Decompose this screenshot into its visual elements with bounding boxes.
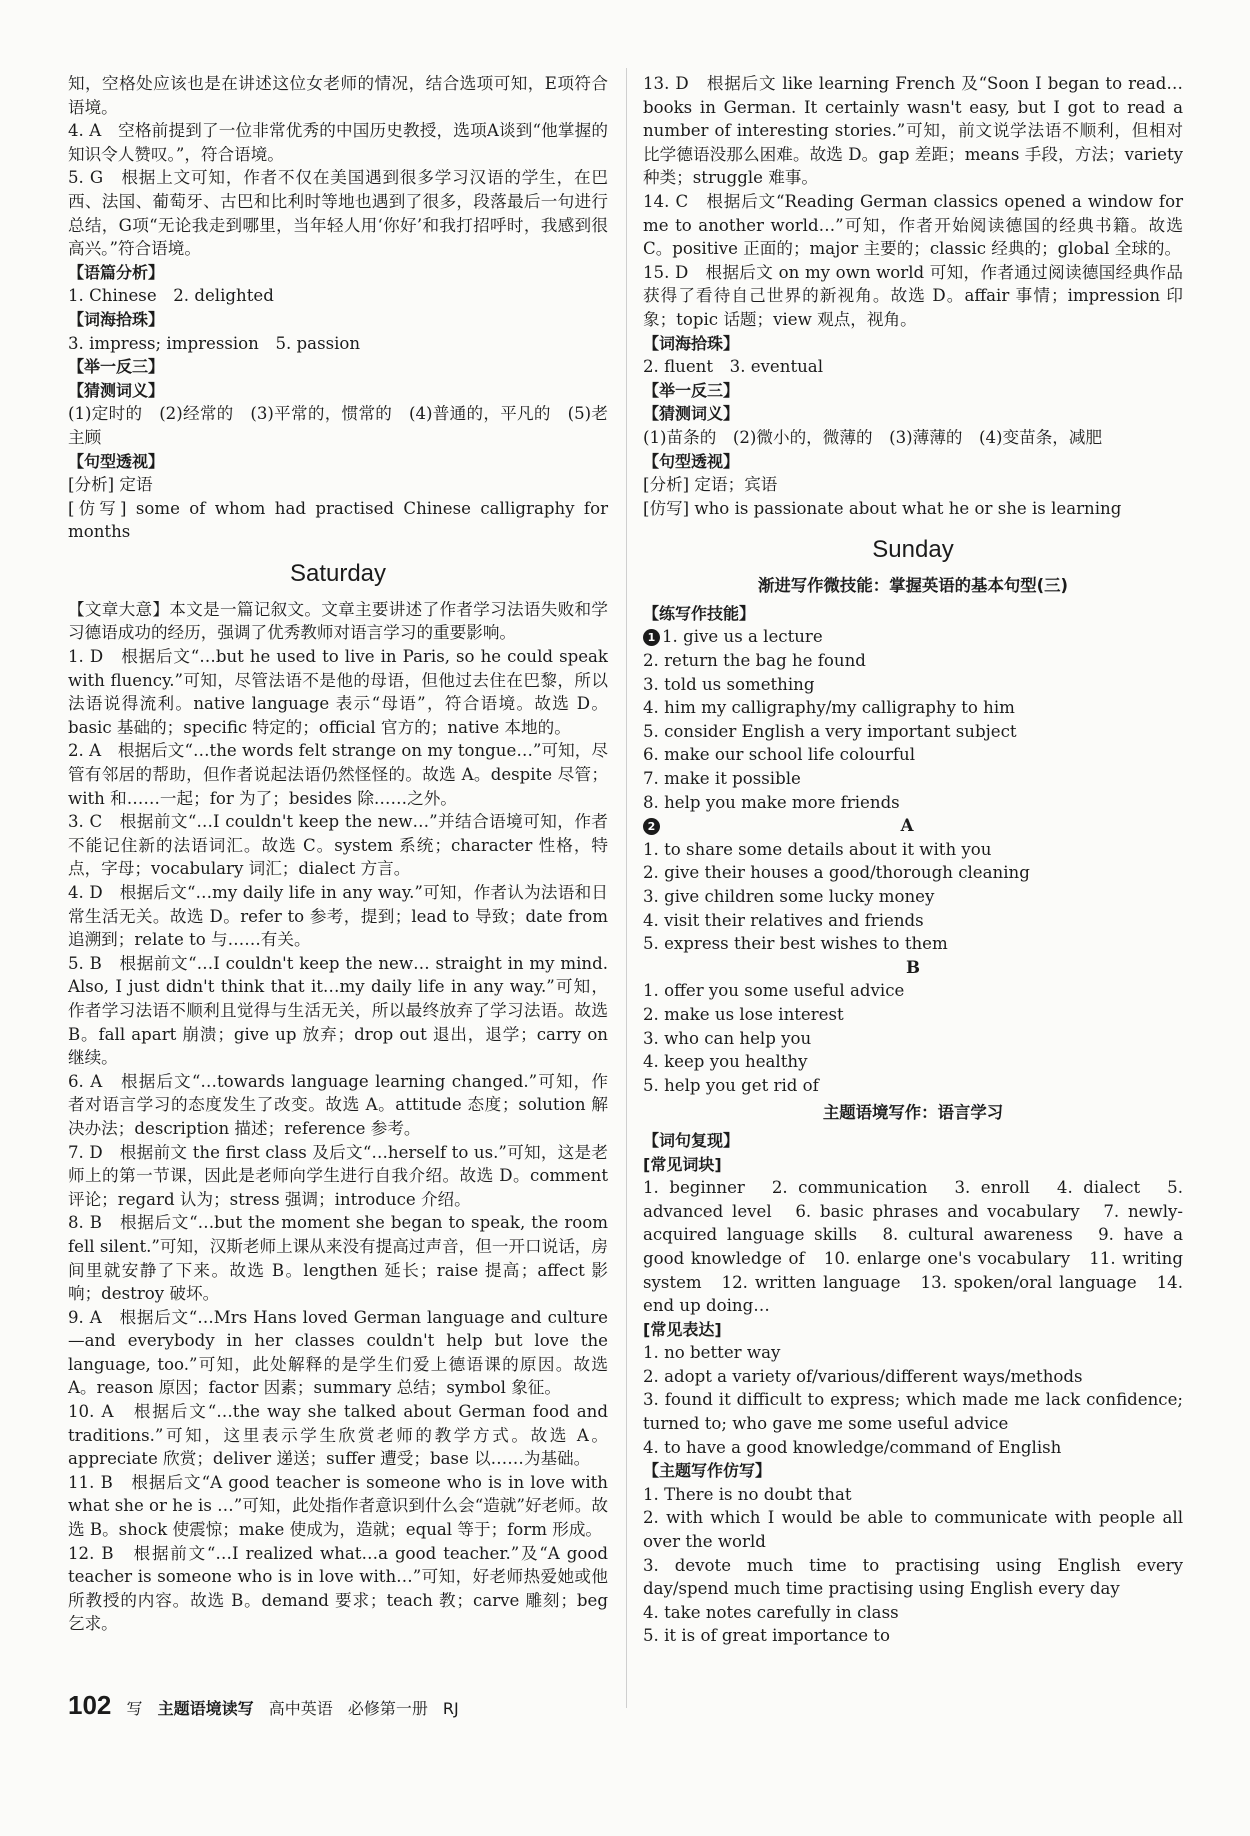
right-column [643, 72, 1183, 1648]
section-heading-caice: 【猜测词义】 [643, 404, 740, 424]
list-item: 4. visit their relatives and friends [643, 910, 924, 930]
day-title-sunday: Sunday [872, 536, 954, 564]
list-item: 2. give their houses a good/thorough cleaning [643, 863, 1030, 883]
topic-heading-language: 主题语境写作：语言学习 [822, 1103, 1004, 1123]
cihai-answers: 3. impress; impression 5. passion [68, 333, 361, 353]
list-item: 1. to share some details about it with you [643, 839, 992, 859]
list-item: 7. make it possible [643, 769, 801, 789]
list-item: 4. him my calligraphy/my calligraphy to him [643, 698, 1015, 718]
list-item: 6. make our school life colourful [643, 745, 916, 765]
list-item: 2. return the bag he found [643, 651, 866, 671]
answer-paragraph: 6. A 根据后文“…towards language learning changed.”可知，作者对语言学习的态度发生了改变。故选 A。attitude 态度；solution 解决办法；description 描述；reference 参考。 [68, 1071, 608, 1138]
answer-paragraph: 【文章大意】本文是一篇记叙文。文章主要讲述了作者学习法语失败和学习德语成功的经历，强调了优秀教师对语言学习的重要影响。 [68, 599, 608, 643]
answer-paragraph: 5. G 根据上文可知，作者不仅在美国遇到很多学习汉语的学生，在巴西、法国、葡萄牙、古巴和比利时等地也遇到了很多，段落最后一句进行总结，G项“无论我走到哪里，当年轻人用‘你好’和我打招呼时，我感到很高兴。”符合语境。 [68, 168, 608, 259]
fenxi-line: [分析] 定语；宾语 [643, 475, 778, 495]
list-item: 1. no better way [643, 1343, 781, 1363]
answer-paragraph: 4. A 空格前提到了一位非常优秀的中国历史教授，选项A谈到“他掌握的知识令人赞叹。”，符合语境。 [68, 121, 608, 164]
answer-paragraph: 5. B 根据前文“…I couldn't keep the new… straight in my mind. Also, I just didn't think that it…my daily life in any way.”可知，作者学习法语不顺利且觉得与生活无关，所以最终放弃了学习法语。故选 B。fall apart 崩溃；give up 放弃；drop out 退出，退学；carry on 继续。 [68, 953, 608, 1068]
section-heading-juyi: 【举一反三】 [68, 357, 165, 377]
list-item: 5. express their best wishes to them [643, 934, 948, 954]
footer-subject: 高中英语 [268, 1699, 333, 1718]
list-item: 1 1. give us a lecture [643, 625, 1183, 649]
answer-paragraph: 知，空格处应该也是在讲述这位女老师的情况，结合选项可知，E项符合语境。 [68, 74, 608, 117]
day-title-saturday: Saturday [289, 559, 387, 587]
number-badge-2: 2 [643, 818, 660, 835]
footer-section: 写 [126, 1699, 143, 1718]
section-heading-juyi: 【举一反三】 [643, 380, 740, 400]
answer-paragraph: 12. B 根据前文“…I realized what…a good teacher.”及“A good teacher is someone who is in love with…”可知，好老师热爱她或他所教授的内容。故选 B。demand 要求；teach 教；carve 雕刻；beg 乞求。 [68, 1543, 608, 1634]
left-column [68, 72, 608, 1636]
label-b: B [905, 956, 921, 977]
answer-paragraph: 3. C 根据前文“…I couldn't keep the new…”并结合语境可知，作者不能记住新的法语词汇。故选 C。system 系统；character 性格，特点，字母；vocabulary 词汇；dialect 方言。 [68, 812, 608, 879]
answer-paragraph: 9. A 根据后文“…Mrs Hans loved German language and culture—and everybody in her classes couldn't help but love the language, too.”可知，此处解释的是学生们爱上德语课的原因。故选 A。reason 原因；factor 因素；summary 总结；symbol 象征。 [68, 1307, 608, 1398]
section-heading-juxing: 【句型透视】 [643, 451, 740, 471]
fenxi-line: [分析] 定语 [68, 475, 153, 495]
answer-paragraph: 10. A 根据后文“…the way she talked about German food and traditions.”可知，这里表示学生欣赏老师的教学方式。故选 A。appreciate 欣赏；deliver 递送；suffer 遭受；base 以……为基础。 [68, 1402, 608, 1469]
answer-paragraph: 13. D 根据后文 like learning French 及“Soon I began to read…books in German. It certainly wasn't easy, but I got to read a number of interesting stories.”可知，前文说学法语不顺利，但相对比学德语没那么困难。故选 D。gap 差距；means 手段，方法；variety 种类；struggle 难事。 [643, 74, 1183, 188]
section-heading-zhuti: 【主题写作仿写】 [643, 1461, 772, 1481]
list-item: 3. who can help you [643, 1028, 812, 1048]
fangxie-line: [仿写] who is passionate about what he or she is learning [643, 498, 1122, 518]
page-footer [68, 1690, 469, 1721]
section-heading-changjian-ci: [常见词块] [643, 1154, 722, 1174]
answer-paragraph: 8. B 根据后文“…but the moment she began to speak, the room fell silent.”可知，汉斯老师上课从来没有提高过声音，但一开口说话，房间里就安静了下来。故选 B。lengthen 延长；raise 提高；affect 影响；destroy 破坏。 [68, 1213, 608, 1304]
answer-paragraph: 4. D 根据后文“…my daily life in any way.”可知，作者认为法语和日常生活无关。故选 D。refer to 参考，提到；lead to 导致；date from 追溯到；relate to 与……有关。 [68, 883, 608, 950]
answer-paragraph: 14. C 根据后文“Reading German classics opened a window for me to another world…”可知，作者开始阅读德国的经典书籍。故选 C。positive 正面的；major 主要的；classic 经典的；global 全球的。 [643, 191, 1183, 259]
list-item: 2. make us lose interest [643, 1004, 844, 1024]
list-item: 5. it is of great importance to [643, 1626, 890, 1646]
section-heading-caice: 【猜测词义】 [68, 380, 165, 400]
list-item: 3. devote much time to practising using English every day/spend much time practising using English every day [643, 1555, 1183, 1599]
answer-paragraph: 1. D 根据后文“…but he used to live in Paris, so he could speak with fluency.”可知，尽管法语不是他的母语，但他过去住在巴黎，所以法语说得流利。native language 表示“母语”，符合语境。故选 D。basic 基础的；specific 特定的；official 官方的；native 本地的。 [68, 647, 608, 737]
section-heading-changjian-biaoda: [常见表达] [643, 1319, 722, 1339]
section-heading-juxing: 【句型透视】 [68, 451, 165, 471]
list-item: 2. adopt a variety of/various/different ways/methods [643, 1366, 1083, 1386]
label-a: A [900, 815, 914, 836]
answer-paragraph: 15. D 根据后文 on my own world 可知，作者通过阅读德国经典作品获得了看待自己世界的新视角。故选 D。affair 事情；impression 印象；topic 话题；view 观点，视角。 [643, 262, 1183, 329]
cihai-answers: 2. fluent 3. eventual [643, 357, 823, 377]
section-heading-yupian: 【语篇分析】 [68, 262, 165, 282]
page-number: 102 [68, 1690, 112, 1720]
part-2-header [643, 814, 1183, 838]
list-item: 1. There is no doubt that [643, 1484, 852, 1504]
answer-paragraph: 11. B 根据后文“A good teacher is someone who is in love with what she or he is …”可知，此处指作者意识到什么会“造就”好老师。故选 B。shock 使震惊；make 使成为，造就；equal 等于；form 形成。 [68, 1472, 608, 1540]
caice-answers: (1)苗条的 (2)微小的，微薄的 (3)薄薄的 (4)变苗条，减肥 [643, 427, 1103, 447]
list-item: 4. to have a good knowledge/command of English [643, 1437, 1062, 1457]
yupian-answers: 1. Chinese 2. delighted [68, 286, 274, 306]
list-item: 4. take notes carefully in class [643, 1602, 899, 1622]
list-item: 5. help you get rid of [643, 1075, 819, 1095]
list-item: 4. keep you healthy [643, 1052, 808, 1072]
section-heading-cihai: 【词海拾珠】 [643, 333, 740, 353]
list-item: 3. found it difficult to express; which made me lack confidence; turned to; who gave me some useful advice [643, 1390, 1183, 1434]
list-item: 8. help you make more friends [643, 792, 900, 812]
list-item: 2. with which I would be able to communicate with people all over the world [643, 1508, 1183, 1552]
list-item: 1. offer you some useful advice [643, 981, 905, 1001]
section-heading-cihai: 【词海拾珠】 [68, 309, 165, 329]
answer-paragraph: 2. A 根据后文“…the words felt strange on my tongue…”可知，尽管有邻居的帮助，但作者说起法语仍然怪怪的。故选 A。despite 尽管；with 和……一起；for 为了；besides 除……之外。 [68, 741, 608, 808]
answer-paragraph: 7. D 根据前文 the first class 及后文“…herself to us.”可知，这是老师上的第一节课，因此是老师向学生进行自我介绍。故选 D。comment 评论；regard 认为；stress 强调；introduce 介绍。 [68, 1142, 608, 1209]
list-item: 5. consider English a very important subject [643, 721, 1017, 741]
footer-edition: RJ [442, 1699, 459, 1718]
fangxie-line: [仿写] some of whom had practised Chinese calligraphy for months [68, 498, 608, 542]
list-item: 3. told us something [643, 674, 815, 694]
topic-heading-skills: 渐进写作微技能：掌握英语的基本句型(三) [757, 576, 1068, 596]
section-heading-cijufuxian: 【词句复现】 [643, 1130, 740, 1150]
footer-book-title: 主题语境读写 [157, 1699, 254, 1718]
column-divider [626, 68, 627, 1708]
section-heading-lianxie: 【练写作技能】 [643, 603, 756, 623]
caice-answers: (1)定时的 (2)经常的 (3)平常的，惯常的 (4)普通的，平凡的 (5)老主顾 [68, 404, 608, 447]
list-item: 3. give children some lucky money [643, 887, 935, 906]
changjian-ci-answers: 1. beginner 2. communication 3. enroll 4. dialect 5. advanced level 6. basic phrases and vocabulary 7. newly-acquired language skills 8. cultural awareness 9. have a good knowledge of 10. enlarge one's vocabulary 11. writing system 12. written language 13. spoken/oral language 14. end up doing… [643, 1178, 1183, 1316]
footer-volume: 必修第一册 [347, 1699, 428, 1718]
number-badge-1: 1 [643, 629, 660, 646]
